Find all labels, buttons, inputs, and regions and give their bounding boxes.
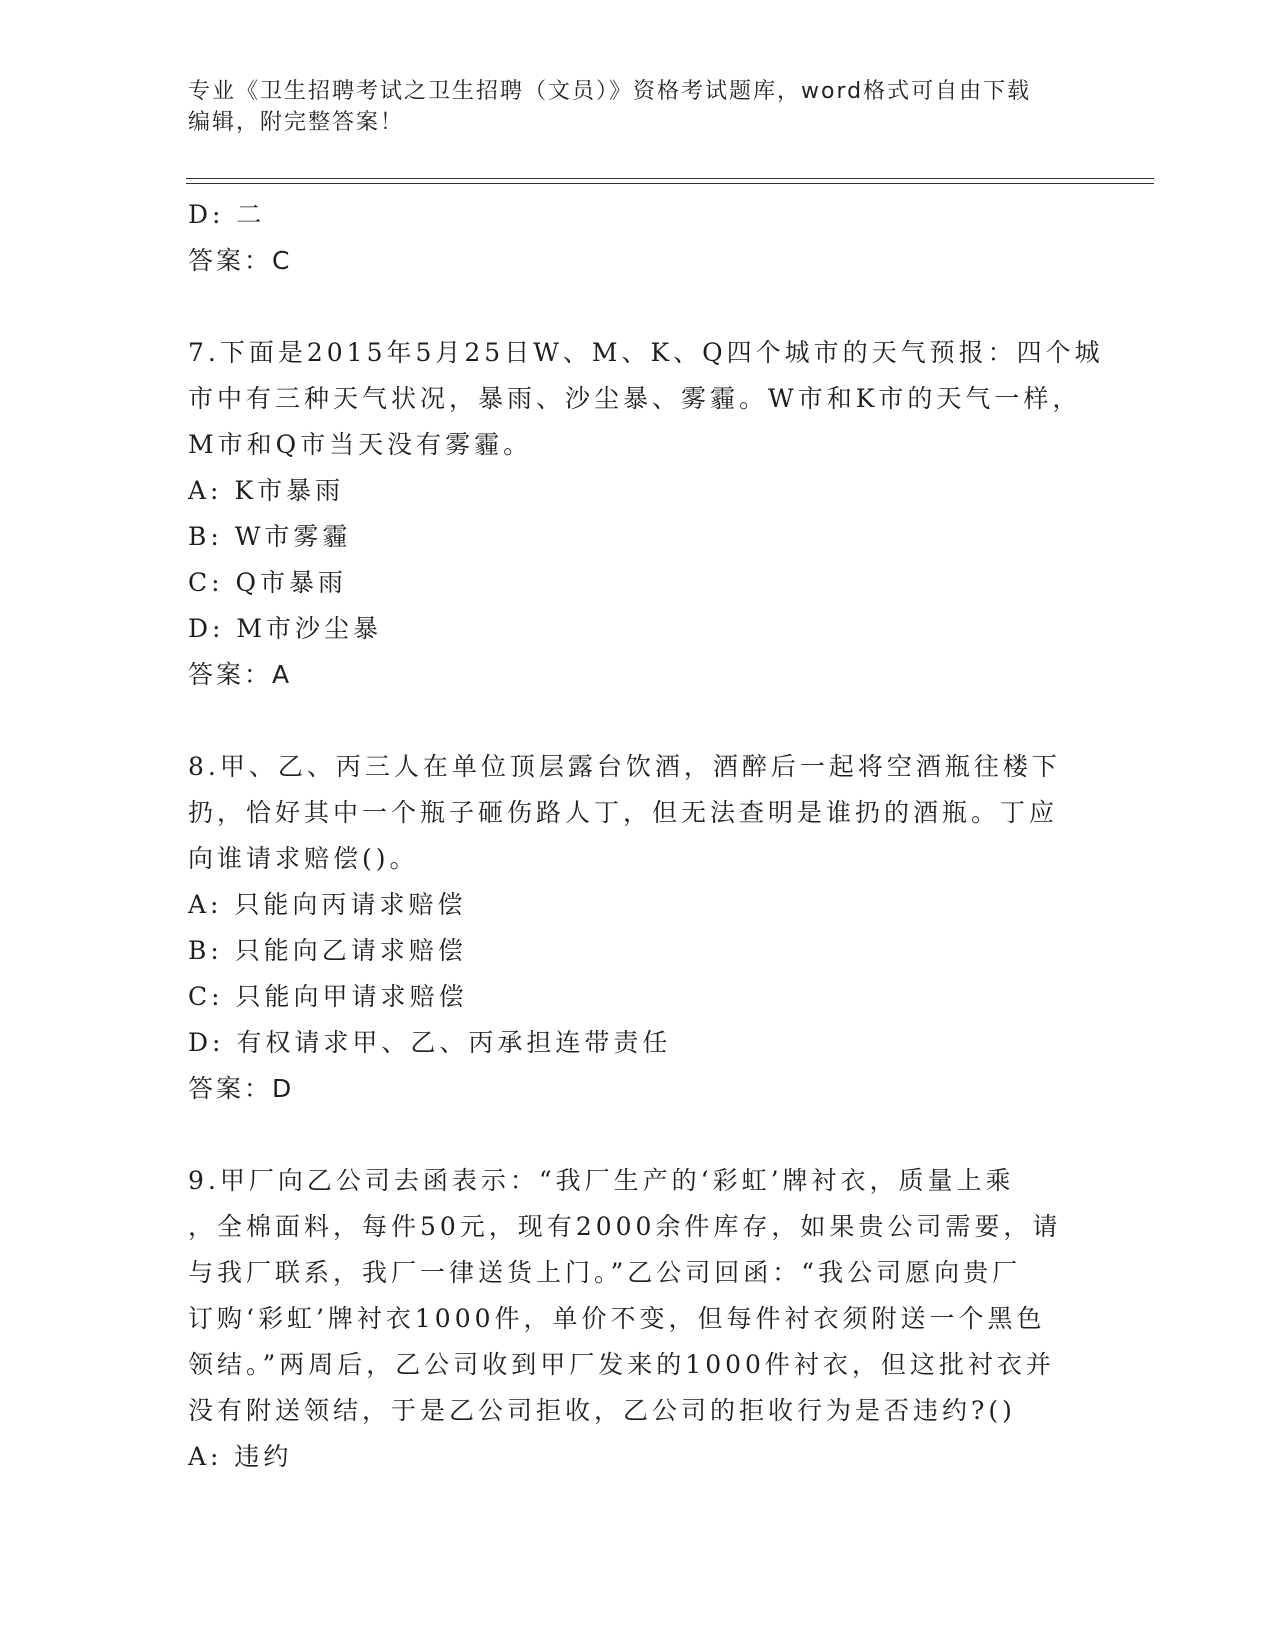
spacer [188, 698, 1088, 744]
q9-stem-line-3: 与我厂联系，我厂一律送货上门。”乙公司回函：“我公司愿向贵厂 [188, 1258, 1022, 1287]
header-line-1: 专业《卫生招聘考试之卫生招聘（文员）》资格考试题库，word格式可自由下载 [188, 79, 1032, 104]
q9-option-a: A: 违约 [188, 1442, 293, 1471]
q7-option-d: D: M市沙尘暴 [188, 614, 383, 643]
q8-stem-line-1: 8.甲、乙、丙三人在单位顶层露台饮酒，酒醉后一起将空酒瓶往楼下 [188, 752, 1061, 781]
header-line-2: 编辑，附完整答案！ [188, 110, 405, 135]
q8-option-d: D: 有权请求甲、乙、丙承担连带责任 [188, 1028, 672, 1057]
q7-stem-line-3: M市和Q市当天没有雾霾。 [188, 430, 533, 459]
q8-option-c: C: 只能向甲请求赔偿 [188, 982, 468, 1011]
q9-stem-line-2: ，全棉面料，每件50元，现有2000余件库存，如果贵公司需要，请 [188, 1212, 1062, 1241]
q9-stem-line-5: 领结。”两周后，乙公司收到甲厂发来的1000件衬衣，但这批衬衣并 [188, 1350, 1055, 1379]
spacer [188, 284, 1088, 330]
q7-option-a: A: K市暴雨 [188, 476, 345, 505]
question-content [188, 192, 1104, 1480]
q9-stem-line-6: 没有附送领结，于是乙公司拒收，乙公司的拒收行为是否违约?() [188, 1396, 1016, 1425]
header-divider-top [186, 178, 1154, 179]
q8-option-b: B: 只能向乙请求赔偿 [188, 936, 467, 965]
q8-option-a: A: 只能向丙请求赔偿 [188, 890, 467, 919]
q6-option-d: D: 二 [188, 200, 266, 229]
spacer [188, 1112, 1088, 1158]
q8-stem-line-2: 扔，恰好其中一个瓶子砸伤路人丁，但无法查明是谁扔的酒瓶。丁应 [188, 798, 1059, 827]
q9-stem-line-4: 订购‘彩虹’牌衬衣1000件，单价不变，但每件衬衣须附送一个黑色 [188, 1304, 1046, 1333]
q8-answer: 答案：D [188, 1074, 295, 1103]
q9-stem-line-1: 9.甲厂向乙公司去函表示：“我厂生产的‘彩虹’牌衬衣，质量上乘 [188, 1166, 1015, 1195]
q7-option-b: B: W市雾霾 [188, 522, 352, 551]
page-header [188, 76, 1088, 138]
q7-answer: 答案：A [188, 660, 293, 689]
q8-stem-line-3: 向谁请求赔偿()。 [188, 844, 419, 873]
q7-stem-line-1: 7.下面是2015年5月25日W、M、K、Q四个城市的天气预报：四个城 [188, 338, 1104, 367]
q6-answer: 答案：C [188, 246, 293, 275]
q7-option-c: C: Q市暴雨 [188, 568, 347, 597]
q7-stem-line-2: 市中有三种天气状况，暴雨、沙尘暴、雾霾。W市和K市的天气一样， [188, 384, 1082, 413]
header-divider-bottom [186, 183, 1154, 184]
